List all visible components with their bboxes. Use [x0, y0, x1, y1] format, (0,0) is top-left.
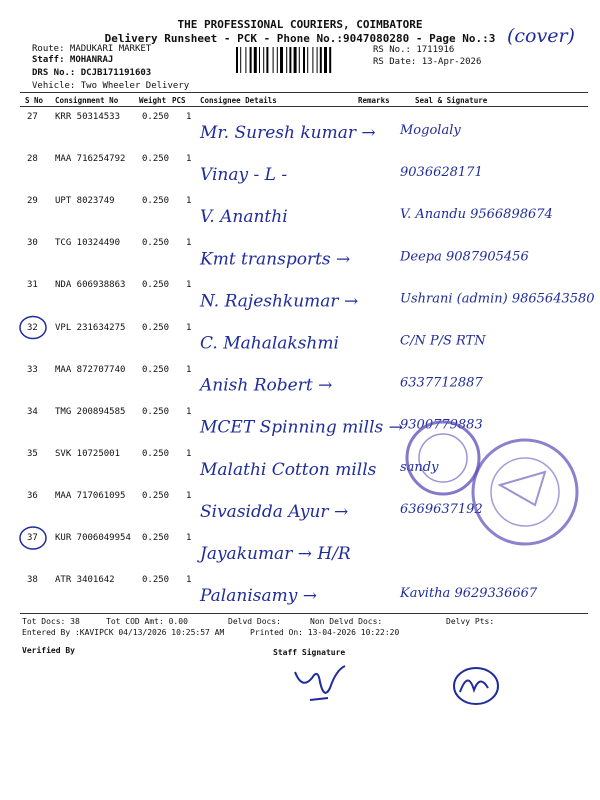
non-delvd-docs: Non Delvd Docs:: [310, 617, 383, 626]
row-weight: 0.250: [142, 280, 170, 291]
staff-label: Staff: MOHANRAJ: [32, 55, 114, 65]
col-consignment: Consignment No: [55, 96, 119, 105]
seal-handwriting: 9300779883: [400, 417, 483, 433]
row-sno: 32: [27, 322, 38, 333]
cover-handwritten-note: [505, 18, 585, 52]
row-pcs: 1: [186, 533, 192, 543]
consignee-handwriting: Malathi Cotton mills: [200, 459, 377, 480]
seal-handwriting: sandy: [400, 459, 439, 475]
company-stamp: [395, 410, 585, 580]
col-sno: S No: [25, 96, 44, 105]
seal-handwriting: 6337712887: [400, 375, 483, 391]
col-weight: Weight: [139, 96, 167, 105]
col-consignee: Consignee Details: [200, 96, 277, 105]
seal-handwriting: Mogolaly: [400, 123, 461, 138]
row-weight: 0.250: [142, 322, 170, 333]
consignee-handwriting: C. Mahalakshmi: [200, 333, 339, 354]
delvy-pts: Delvy Pts:: [446, 617, 495, 626]
company-title: THE PROFESSIONAL COURIERS, COIMBATORE: [177, 18, 423, 31]
consignee-handwriting: Anish Robert →: [200, 375, 333, 396]
row-sno: 34: [27, 406, 38, 417]
table-row: [0, 276, 600, 318]
seal-handwriting: C/N P/S RTN: [400, 333, 486, 349]
row-sno: 35: [27, 448, 38, 459]
consignee-handwriting: MCET Spinning mills →: [200, 417, 403, 438]
table-row: [0, 319, 600, 361]
row-sno: 28: [27, 154, 38, 165]
table-row: [0, 108, 600, 150]
rs-date: RS Date: 13-Apr-2026: [373, 57, 482, 67]
row-pcs: 1: [186, 196, 192, 207]
svg-text:(cover): (cover): [507, 25, 575, 47]
col-seal-signature: Seal & Signature: [415, 96, 488, 105]
row-weight: 0.250: [142, 406, 170, 417]
row-pcs: 1: [186, 238, 192, 249]
row-weight: 0.250: [142, 533, 170, 543]
row-sno: 30: [27, 238, 38, 249]
verifier-signature-scribble: [448, 662, 504, 708]
row-consignment-no: UPT 8023749: [55, 196, 115, 207]
row-sno: 33: [27, 364, 38, 375]
row-weight: 0.250: [142, 575, 170, 586]
table-row: [0, 150, 600, 192]
row-pcs: 1: [186, 322, 192, 333]
row-consignment-no: VPL 231634275: [55, 322, 126, 333]
route-label: Route: MADUKARI MARKET: [32, 44, 152, 54]
barcode: [236, 47, 368, 73]
staff-signature-label: Staff Signature: [273, 648, 346, 657]
row-consignment-no: TMG 200894585: [55, 406, 126, 417]
consignee-handwriting: Vinay - L -: [200, 165, 288, 186]
row-pcs: 1: [186, 364, 192, 375]
seal-handwriting: Kavitha 9629336667: [400, 586, 538, 602]
consignee-handwriting: Mr. Suresh kumar →: [200, 123, 376, 143]
row-sno: 36: [27, 490, 38, 501]
row-weight: 0.250: [142, 448, 170, 459]
row-consignment-no: SVK 10725001: [55, 448, 121, 459]
row-pcs: 1: [186, 112, 192, 122]
consignee-handwriting: N. Rajeshkumar →: [200, 291, 359, 312]
row-consignment-no: MAA 716254792: [55, 154, 126, 165]
row-pcs: 1: [186, 406, 192, 417]
seal-handwriting: 6369637192: [400, 501, 483, 517]
row-sno: 31: [27, 280, 38, 291]
consignee-handwriting: V. Ananthi: [200, 207, 288, 228]
tot-docs: Tot Docs: 38: [22, 617, 80, 626]
row-consignment-no: ATR 3401642: [55, 575, 115, 586]
table-row: [0, 192, 600, 234]
consignee-handwriting: Palanisamy →: [200, 586, 317, 607]
rs-number: RS No.: 1711916: [373, 45, 455, 55]
col-pcs: PCS: [172, 96, 186, 105]
table-row: [0, 234, 600, 276]
row-weight: 0.250: [142, 364, 170, 375]
row-pcs: 1: [186, 448, 192, 459]
tot-cod-amt: Tot COD Amt: 0.00: [106, 617, 188, 626]
row-consignment-no: KRR 50314533: [55, 112, 121, 122]
row-pcs: 1: [186, 490, 192, 501]
verified-by: Verified By: [22, 646, 75, 655]
row-consignment-no: TCG 10324490: [55, 238, 121, 249]
row-weight: 0.250: [142, 112, 170, 122]
row-weight: 0.250: [142, 196, 170, 207]
row-consignment-no: MAA 872707740: [55, 364, 126, 375]
consignee-handwriting: Jayakumar → H/R: [200, 544, 351, 564]
table-row: [0, 361, 600, 403]
row-weight: 0.250: [142, 238, 170, 249]
consignee-handwriting: Sivasidda Ayur →: [200, 501, 349, 522]
row-weight: 0.250: [142, 154, 170, 165]
row-sno: 29: [27, 196, 38, 207]
seal-handwriting: 9036628171: [400, 165, 483, 181]
row-consignment-no: NDA 606938863: [55, 280, 126, 291]
row-sno: 27: [27, 112, 38, 122]
runsheet-subtitle: Delivery Runsheet - PCK - Phone No.:9047080280 - Page No.:3: [104, 32, 496, 45]
entered-by: Entered By :KAVIPCK 04/13/2026 10:25:57 AM: [22, 628, 225, 637]
consignee-handwriting: Kmt transports →: [200, 249, 351, 270]
vehicle-label: Vehicle: Two Wheeler Delivery: [32, 81, 190, 91]
row-pcs: 1: [186, 280, 192, 291]
row-consignment-no: MAA 717061095: [55, 490, 126, 501]
seal-handwriting: V. Anandu 9566898674: [400, 207, 553, 223]
col-remarks: Remarks: [358, 96, 390, 105]
printed-on: Printed On: 13-04-2026 10:22:20: [250, 628, 400, 637]
drs-number: DRS No.: DCJB171191603: [32, 68, 152, 78]
footer-rule: [20, 613, 588, 614]
staff-signature-scribble: [290, 660, 350, 705]
row-weight: 0.250: [142, 490, 170, 501]
seal-handwriting: Deepa 9087905456: [400, 249, 529, 265]
header-top-rule: [20, 92, 588, 93]
row-consignment-no: KUR 7006049954: [55, 533, 131, 543]
header-bottom-rule: [20, 106, 588, 107]
row-sno: 38: [27, 575, 38, 586]
row-pcs: 1: [186, 575, 192, 586]
delvd-docs: Delvd Docs:: [228, 617, 281, 626]
seal-handwriting: Ushrani (admin) 9865643580: [400, 291, 595, 307]
row-pcs: 1: [186, 154, 192, 165]
row-sno: 37: [27, 533, 38, 543]
